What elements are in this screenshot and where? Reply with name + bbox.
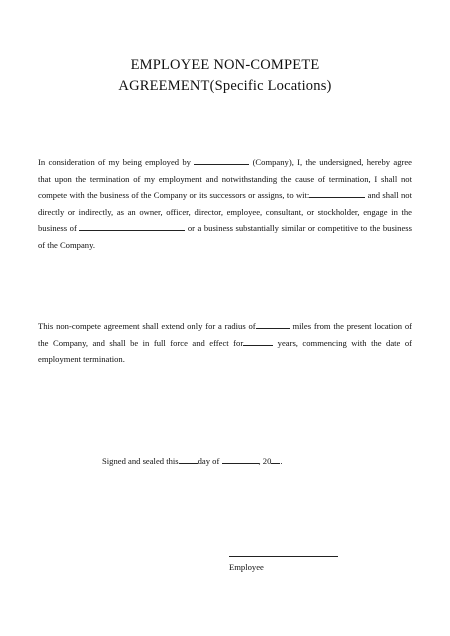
signed-text: day of: [197, 456, 222, 466]
month-blank[interactable]: [222, 454, 259, 464]
paragraph-text: miles from the present location of the Company, and shall be in full force and effect for: [38, 321, 413, 348]
paragraph-text: and shall not directly or indirectly, as an owner, officer, director, employee, consultant, or stockholder, engage in the business of: [38, 190, 412, 234]
business-type-blank[interactable]: [79, 221, 185, 231]
signed-text: , 20: [258, 456, 272, 466]
radius-paragraph: [38, 318, 412, 368]
employee-signature-line[interactable]: [229, 556, 338, 557]
signed-text: Signed and sealed this: [102, 456, 179, 466]
document-title-line-2: AGREEMENT(Specific Locations): [118, 78, 332, 94]
radius-miles-blank[interactable]: [256, 319, 290, 329]
signed-text: .: [280, 456, 283, 466]
day-blank[interactable]: [179, 454, 198, 464]
paragraph-text: years, commencing with the date of employment termination.: [38, 337, 412, 365]
signed-and-sealed-line: [102, 454, 283, 468]
document-title-line-1: EMPLOYEE NON-COMPETE: [130, 57, 320, 73]
company-name-blank[interactable]: [194, 155, 249, 165]
paragraph-text: In consideration of my being employed by: [38, 157, 195, 167]
business-description-blank[interactable]: [309, 188, 365, 198]
consideration-paragraph: [38, 154, 412, 254]
paragraph-text: This non-compete agreement shall extend only for a radius of: [38, 321, 256, 331]
duration-years-blank[interactable]: [243, 336, 273, 346]
employee-signature-label: Employee: [229, 562, 264, 572]
paragraph-text: (Company), I, the undersigned, hereby agree that upon the termination of my employment and notwithstanding the cause of termination, I shall not compete with the business of the Company or its successors or assigns, to wit:: [38, 157, 412, 201]
paragraph-text: or a business substantially similar or competitive to the business of the Company.: [38, 223, 412, 250]
